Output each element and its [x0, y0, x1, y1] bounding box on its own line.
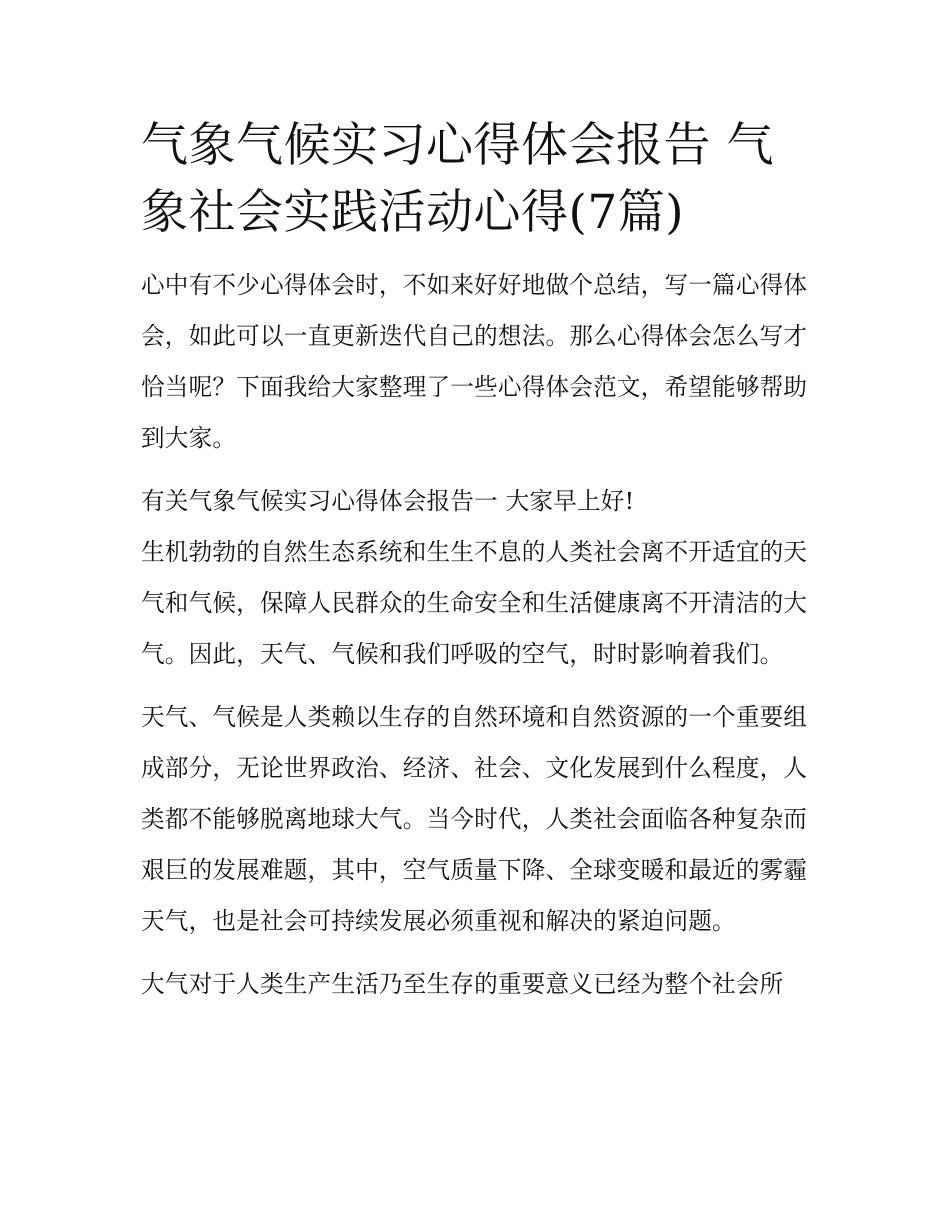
document-page — [141, 112, 813, 1010]
paragraph-body-3: 大气对于人类生产生活乃至生存的重要意义已经为整个社会所 — [141, 970, 784, 998]
paragraph-body-2: 天气、气候是人类赖以生存的自然环境和自然资源的一个重要组成部分，无论世界政治、经济、社会、文化发展到什么程度，人类都不能够脱离地球大气。当今时代，人类社会面临各种复杂而艰巨的发展难题，其中，空气质量下降、全球变暖和最近的雾霾天气，也是社会可持续发展必须重视和解决的紧迫问题。 — [141, 703, 808, 935]
paragraph-body-1: 生机勃勃的自然生态系统和生生不息的人类社会离不开适宜的天气和气候，保障人民群众的生命安全和生活健康离不开清洁的大气。因此，天气、气候和我们呼吸的空气，时时影响着我们。 — [141, 538, 808, 668]
document-title: 气象气候实习心得体会报告 气象社会实践活动心得(7篇) — [141, 118, 774, 240]
paragraph-section-heading: 有关气象气候实习心得体会报告一 大家早上好! — [141, 487, 635, 515]
paragraph-intro: 心中有不少心得体会时，不如来好好地做个总结，写一篇心得体会，如此可以一直更新迭代自己的想法。那么心得体会怎么写才恰当呢？下面我给大家整理了一些心得体会范文，希望能够帮助到大家。 — [141, 271, 808, 452]
